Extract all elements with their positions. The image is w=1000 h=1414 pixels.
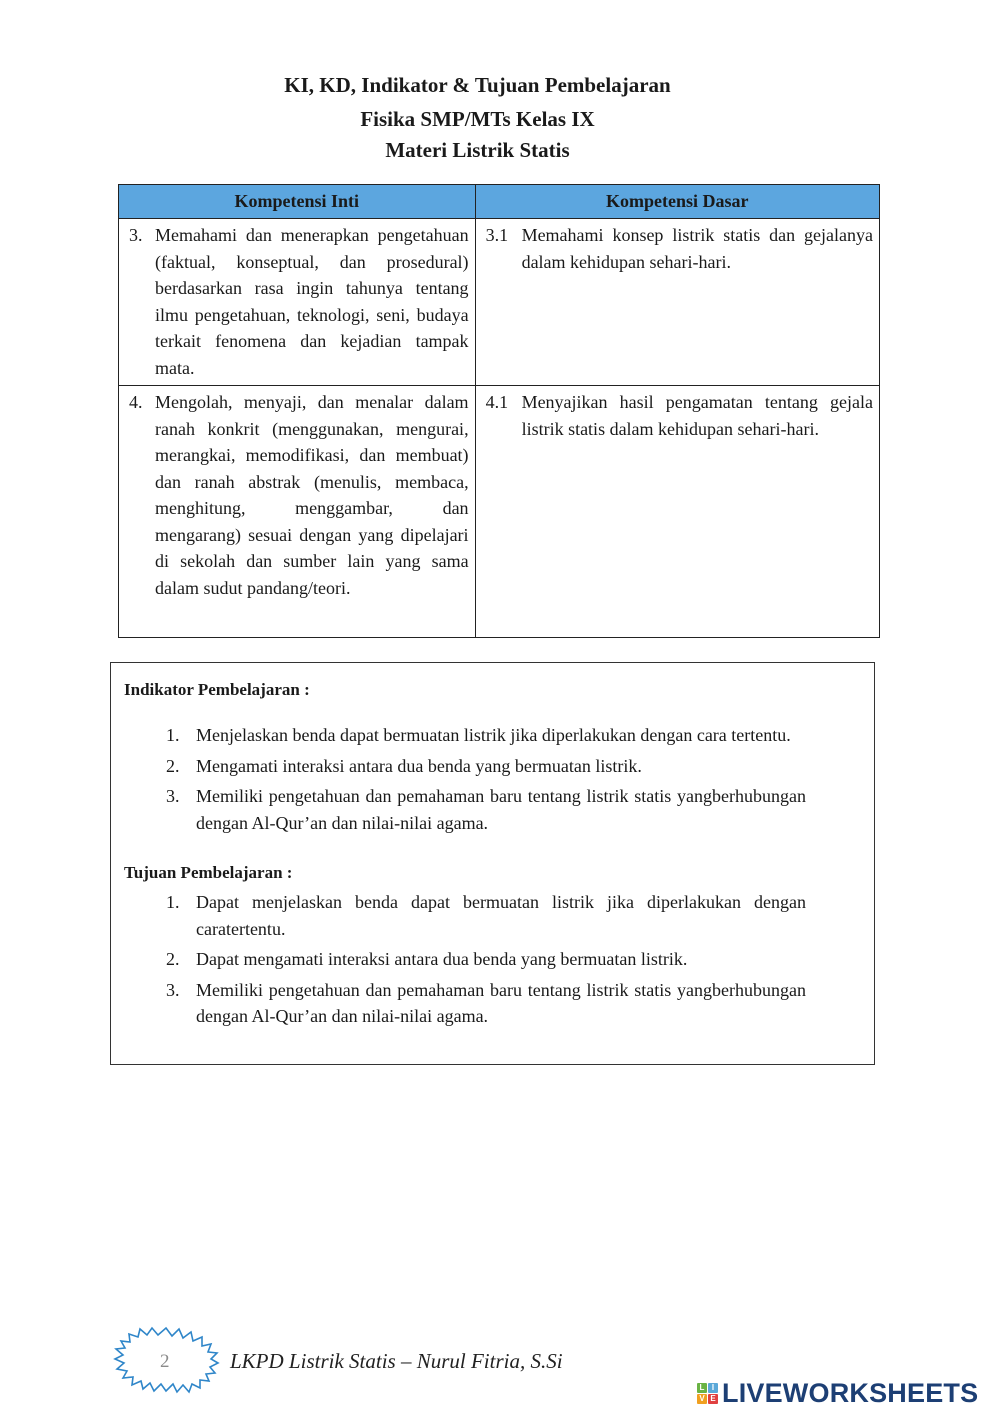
document-header — [0, 70, 955, 166]
list-number: 1. — [166, 892, 180, 912]
ki-item-3 — [129, 222, 469, 381]
page-title: KI, KD, Indikator & Tujuan Pembelajaran — [284, 73, 671, 97]
list-text: Dapat menjelaskan benda dapat bermuatan listrik jika diperlakukan dengan caratertentu. — [196, 892, 806, 939]
learning-objectives-box — [110, 662, 875, 1065]
indikator-heading: Indikator Pembelajaran : — [124, 680, 310, 699]
liveworksheets-logo-icon — [697, 1383, 718, 1404]
list-number: 1. — [166, 725, 180, 745]
table-row — [119, 219, 880, 386]
list-text: Dapat mengamati interaksi antara dua benda yang bermuatan listrik. — [196, 949, 688, 969]
liveworksheets-brand[interactable] — [697, 1378, 978, 1408]
ki-item-4 — [129, 389, 469, 601]
logo-letter: I — [708, 1383, 718, 1393]
logo-letter: L — [697, 1383, 707, 1393]
list-number: 2. — [166, 949, 180, 969]
list-text: Memiliki pengetahuan dan pemahaman baru tentang listrik statis yangberhubungan dengan Al-Qur’an dan nilai-nilai agama. — [196, 979, 806, 1026]
column-header-kompetensi-inti: Kompetensi Inti — [119, 185, 476, 219]
logo-letter: E — [708, 1394, 718, 1404]
list-number: 3. — [166, 979, 180, 1000]
list-text: Menjelaskan benda dapat bermuatan listrik jika diperlakukan dengan cara tertentu. — [196, 725, 791, 745]
kd-text: Menyajikan hasil pengamatan tentang gejala listrik statis dalam kehidupan sehari-hari. — [521, 392, 873, 439]
table-row — [119, 386, 880, 638]
table-header-row — [119, 185, 880, 219]
column-header-kompetensi-dasar: Kompetensi Dasar — [475, 185, 879, 219]
kd-text: Memahami konsep listrik statis dan gejalanya dalam kehidupan sehari-hari. — [521, 225, 873, 272]
list-item — [166, 946, 806, 973]
page-topic: Materi Listrik Statis — [385, 138, 570, 162]
page-number: 2 — [160, 1351, 170, 1372]
ki-text: Mengolah, menyaji, dan menalar dalam ranah konkrit (menggunakan, mengurai, merangkai, memodifikasi, dan membuat) dan ranah abstrak (menulis, membaca, menghitung, menggambar, dan mengarang) sesuai dengan yang dipelajari di sekolah dan sumber lain yang sama dalam sudut pandang/teori. — [155, 392, 469, 598]
kd-item-3-1 — [486, 222, 873, 275]
kd-number: 3.1 — [485, 225, 509, 245]
footer-credit: LKPD Listrik Statis – Nurul Fitria, S.Si — [230, 1349, 563, 1373]
page-subtitle: Fisika SMP/MTs Kelas IX — [360, 107, 595, 131]
list-text: Mengamati interaksi antara dua benda yang bermuatan listrik. — [196, 755, 642, 776]
kd-cell — [475, 386, 879, 638]
kd-number: 4.1 — [485, 392, 509, 412]
logo-letter: V — [697, 1394, 707, 1404]
ki-cell — [119, 386, 476, 638]
kd-cell — [475, 219, 879, 386]
list-text: Memiliki pengetahuan dan pemahaman baru tentang listrik statis yangberhubungan dengan Al-Qur’an dan nilai-nilai agama. — [196, 786, 806, 833]
brand-name: LIVEWORKSHEETS — [722, 1377, 979, 1408]
ki-cell — [119, 219, 476, 386]
ki-text: Memahami dan menerapkan pengetahuan (faktual, konseptual, dan prosedural) berdasarkan rasa ingin tahunya tentang ilmu pengetahuan, teknologi, seni, budaya terkait fenomena dan kejadian tampak mata. — [155, 225, 469, 378]
list-item — [166, 977, 806, 1030]
list-item — [166, 783, 806, 836]
list-number: 2. — [166, 755, 180, 776]
list-item — [166, 722, 806, 749]
indikator-list — [166, 722, 806, 836]
list-item — [166, 753, 806, 780]
tujuan-heading: Tujuan Pembelajaran : — [124, 863, 293, 882]
ki-number: 4. — [129, 392, 143, 412]
page-footer — [112, 1326, 612, 1396]
competency-table — [118, 184, 880, 638]
list-item — [166, 889, 806, 942]
ki-number: 3. — [129, 225, 143, 245]
list-number: 3. — [166, 786, 180, 806]
kd-item-4-1 — [486, 389, 873, 442]
tujuan-list — [166, 889, 806, 1030]
